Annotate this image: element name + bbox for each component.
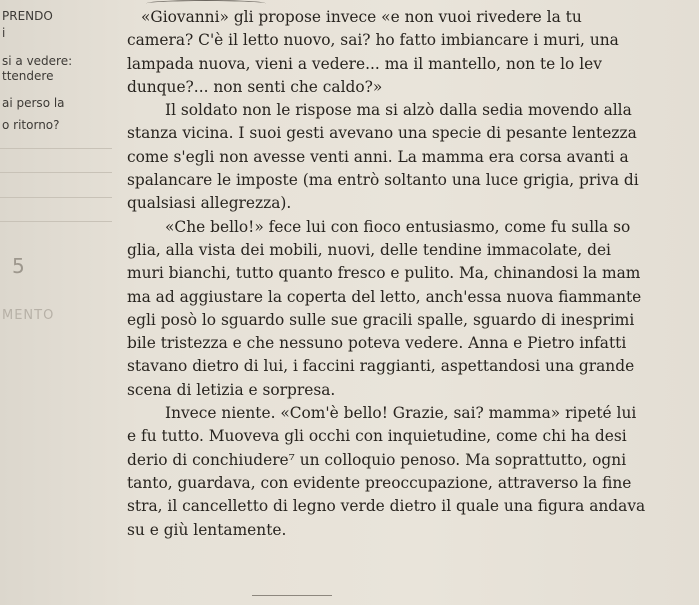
paragraph-start-line: Il soldato non le rispose ma si alzò dalla sedia movendo alla: [165, 101, 632, 120]
margin-rule: [0, 221, 112, 222]
paragraph-start-line: «Che bello!» fece lui con fioco entusiasmo, come fu sulla so: [165, 217, 631, 236]
body-text: [127, 6, 699, 542]
text-line: spalancare le imposte (ma entrò soltanto una luce grigia, priva di: [127, 171, 639, 190]
text-line: derio di conchiudere⁷ un colloquio penoso. Ma soprattutto, ogni: [127, 450, 627, 469]
text-line: stavano dietro di lui, i faccini raggianti, aspettandosi una grande: [127, 357, 635, 376]
pencil-underline: [252, 595, 332, 596]
text-line: dunque?... non senti che caldo?»: [127, 77, 383, 96]
margin-note: i: [2, 26, 6, 40]
text-line: egli posò lo sguardo sulle sue gracili spalle, sguardo di inesprimi: [127, 310, 635, 329]
left-margin-notes: [0, 0, 118, 605]
margin-rule: [0, 172, 112, 173]
text-line: camera? C'è il letto nuovo, sai? ho fatto imbiancare i muri, una: [127, 31, 619, 50]
margin-note: ttendere: [2, 69, 54, 83]
text-line: stanza vicina. I suoi gesti avevano una specie di pesante lentezza: [127, 124, 637, 143]
text-line: scena di letizia e sorpresa.: [127, 380, 336, 399]
text-line: lampada nuova, vieni a vedere... ma il mantello, non te lo lev: [127, 54, 602, 73]
margin-note: ai perso la: [2, 96, 65, 110]
text-line: qualsiasi allegrezza).: [127, 194, 292, 213]
margin-rule: [0, 197, 112, 198]
text-line: e fu tutto. Muoveva gli occhi con inquietudine, come chi ha desi: [127, 427, 627, 446]
text-line: bile tristezza e che nessuno poteva vedere. Anna e Pietro infatti: [127, 334, 627, 353]
margin-note: si a vedere:: [2, 54, 73, 68]
text-line: su e giù lentamente.: [127, 520, 287, 539]
paragraph-start-line: Invece niente. «Com'è bello! Grazie, sai? mamma» ripeté lui: [165, 404, 637, 423]
text-line: glia, alla vista dei mobili, nuovi, delle tendine immacolate, dei: [127, 240, 611, 259]
text-line: muri bianchi, tutto quanto fresco e pulito. Ma, chinandosi la mam: [127, 264, 641, 283]
margin-note: o ritorno?: [2, 118, 60, 132]
text-line: ma ad aggiustare la coperta del letto, anch'essa nuova fiammante: [127, 287, 642, 306]
margin-note: PRENDO: [2, 9, 53, 23]
text-line: tanto, guardava, con evidente preoccupazione, attraverso la fine: [127, 473, 632, 492]
text-line: come s'egli non avesse venti anni. La mamma era corsa avanti a: [127, 147, 629, 166]
text-line: stra, il cancelletto di legno verde dietro il quale una figura andava: [127, 497, 646, 516]
handwritten-mark: 5: [12, 254, 25, 278]
text-line: «Giovanni» gli propose invece «e non vuoi rivedere la tu: [141, 8, 582, 26]
margin-rule: [0, 148, 112, 149]
margin-ghost-text: MENTO: [2, 308, 55, 323]
